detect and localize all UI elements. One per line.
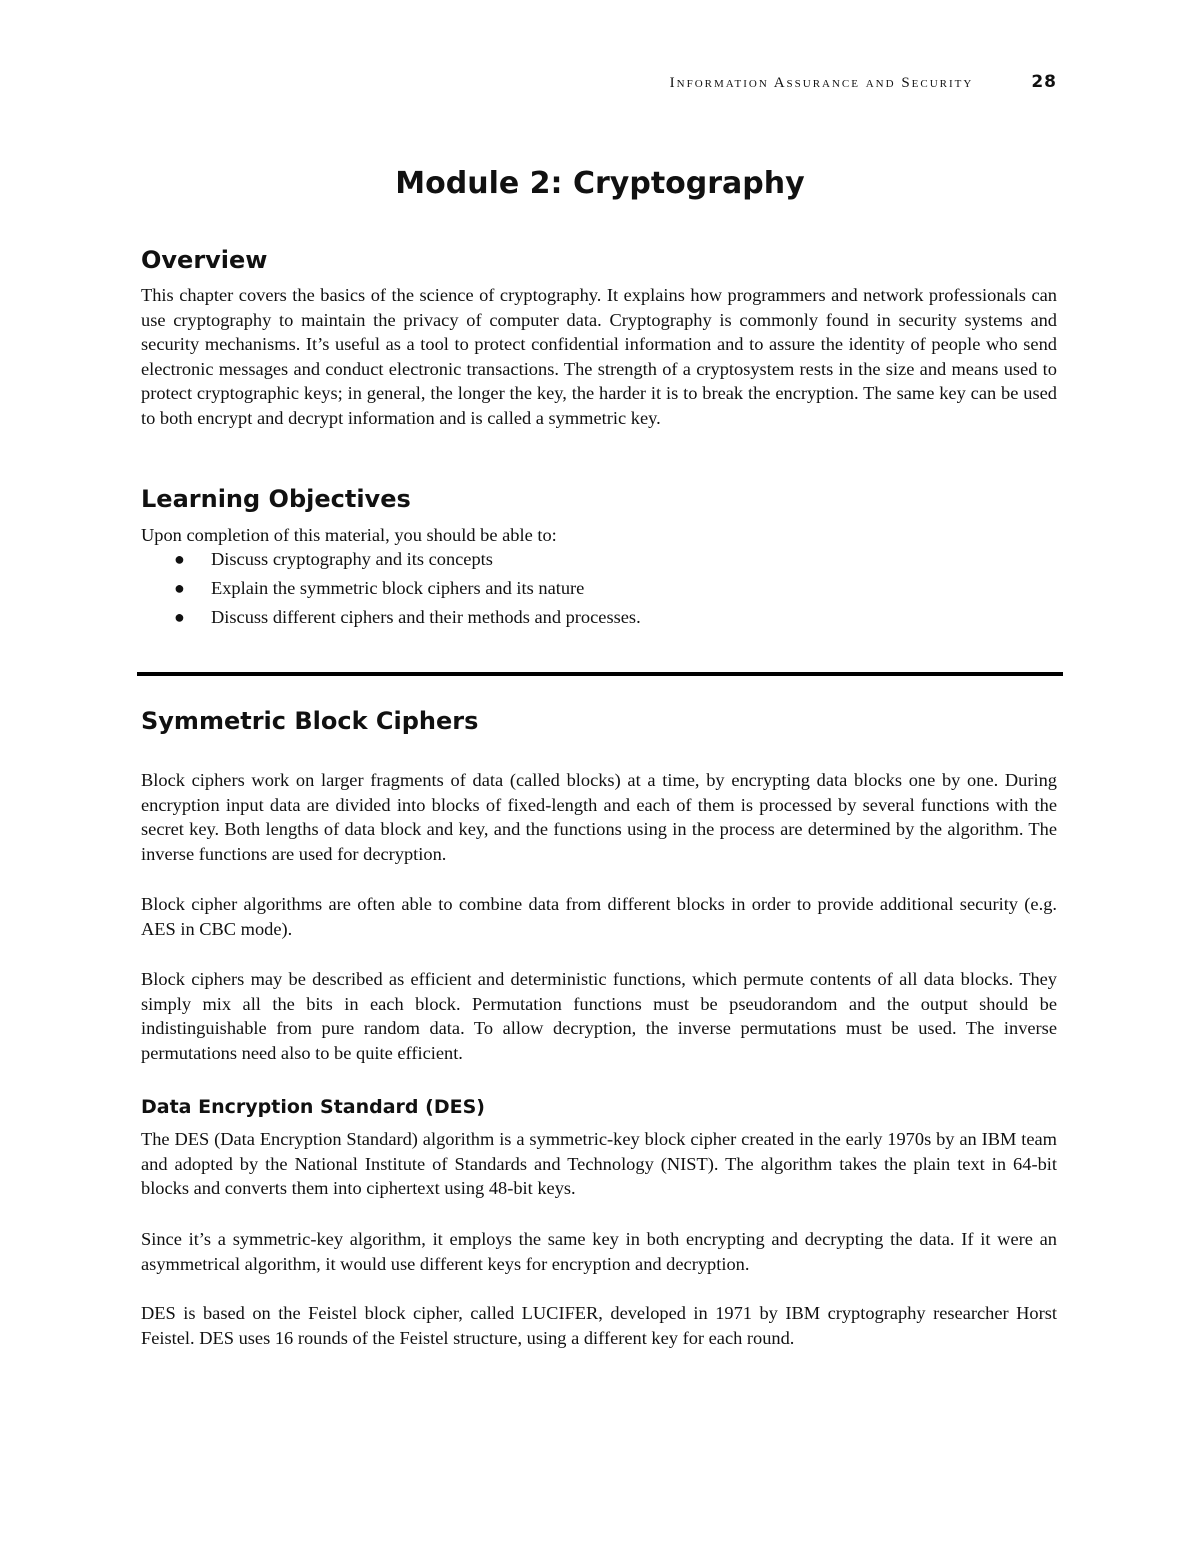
des-paragraph-2: Since it’s a symmetric-key algorithm, it employs the same key in both encrypting and decrypting the data. If it were an asymmetrical algorithm, it would use different keys for encryption and decryption. [141,1229,1057,1274]
symmetric-paragraph-1: Block ciphers work on larger fragments of data (called blocks) at a time, by encrypting data blocks one by one. During encryption input data are divided into blocks of fixed-length and each of them is processed by several functions with the secret key. Both lengths of data block and key, and the functions using in the process are determined by the algorithm. The inverse functions are used for decryption. [141,770,1057,864]
bullet-icon: ● [174,578,185,598]
objective-text: Explain the symmetric block ciphers and its nature [211,578,585,598]
list-item [141,545,641,574]
list-item [141,574,641,603]
overview-paragraph: This chapter covers the basics of the science of cryptography. It explains how programmers and network professionals can use cryptography to maintain the privacy of computer data. Cryptography is commonly found in security systems and security mechanisms. It’s useful as a tool to protect confidential information and to assure the identity of people who send electronic messages and conduct electronic transactions. The strength of a cryptosystem rests in the size and means used to protect cryptographic keys; in general, the longer the key, the harder it is to break the encryption. The same key can be used to both encrypt and decrypt information and is called a symmetric key. [141,285,1057,428]
des-paragraph-1: The DES (Data Encryption Standard) algorithm is a symmetric-key block cipher created in the early 1970s by an IBM team and adopted by the National Institute of Standards and Technology (NIST). The algorithm takes the plain text in 64-bit blocks and converts them into ciphertext using 48-bit keys. [141,1129,1057,1198]
running-header [0,72,1057,92]
des-paragraph-3: DES is based on the Feistel block cipher, called LUCIFER, developed in 1971 by IBM cryptography researcher Horst Feistel. DES uses 16 rounds of the Feistel structure, using a different key for each round. [141,1303,1057,1348]
bullet-icon: ● [174,549,185,569]
objectives-intro: Upon completion of this material, you should be able to: [141,525,557,545]
des-heading: Data Encryption Standard (DES) [141,1096,485,1118]
header-title: Information Assurance and Security [669,75,974,91]
page-number: 28 [1031,72,1057,92]
objective-text: Discuss different ciphers and their methods and processes. [211,607,641,627]
symmetric-paragraph-3: Block ciphers may be described as efficient and deterministic functions, which permute contents of all data blocks. They simply mix all the bits in each block. Permutation functions must be pseudorandom and the output should be indistinguishable from pure random data. To allow decryption, the inverse permutations must be used. The inverse permutations need also to be quite efficient. [141,969,1057,1063]
objectives-list [141,545,641,632]
symmetric-heading: Symmetric Block Ciphers [141,707,479,735]
list-item [141,603,641,632]
module-title: Module 2: Cryptography [395,166,805,201]
objective-text: Discuss cryptography and its concepts [211,549,493,569]
section-divider [137,672,1063,676]
symmetric-paragraph-2: Block cipher algorithms are often able to combine data from different blocks in order to provide additional security (e.g. AES in CBC mode). [141,894,1057,939]
bullet-icon: ● [174,607,185,627]
objectives-heading: Learning Objectives [141,485,411,513]
overview-heading: Overview [141,246,268,274]
